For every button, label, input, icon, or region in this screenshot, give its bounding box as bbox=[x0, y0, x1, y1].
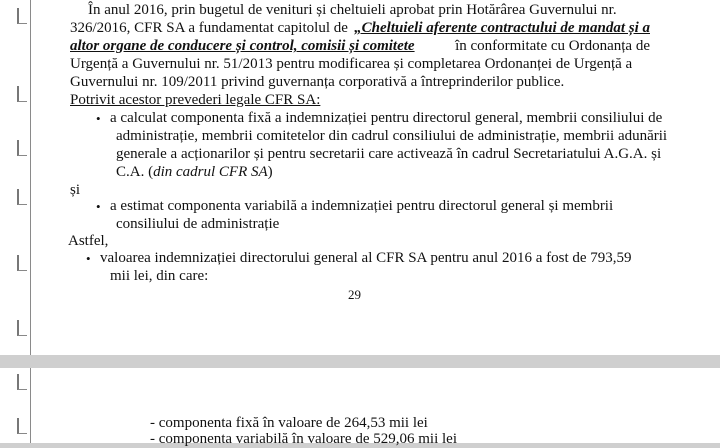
intro-line-2-text: 326/2016, CFR SA a fundamentat capitolul de bbox=[70, 20, 348, 36]
intro-line-5: Guvernului nr. 109/2011 privind guvernanța corporativă a întreprinderilor publice. bbox=[70, 74, 565, 90]
bullet-fixa-line-4-end: ) bbox=[267, 164, 273, 180]
bullet-fixa-line-4 bbox=[116, 164, 273, 181]
bullet-fixa-line-4-start: C.A. ( bbox=[116, 164, 154, 180]
intro-line-2 bbox=[70, 20, 650, 37]
binder-hole bbox=[17, 140, 27, 156]
bullet-variabila-line-2: consiliului de administrație bbox=[116, 216, 280, 232]
bullet-marker: • bbox=[86, 251, 91, 266]
section-heading: Potrivit acestor prevederi legale CFR SA: bbox=[70, 92, 321, 108]
binder-margin bbox=[0, 0, 31, 355]
intro-line-3 bbox=[70, 38, 650, 55]
binder-hole bbox=[17, 255, 27, 271]
bullet-marker: • bbox=[96, 111, 101, 126]
bullet-fixa-line-2: administrație, membrii comitetelor din cadrul consiliului de administrație, membrii adunării bbox=[116, 128, 668, 144]
bullet-fixa-line-4-italic: din cadrul CFR SA bbox=[153, 164, 268, 180]
bullet-fixa-line-3: generale a acționarilor și pentru secretarii care activează în cadrul Secretariatului A.G.A. și bbox=[116, 146, 662, 162]
bullet-fixa-line-1: a calculat componenta fixă a indemnizației pentru directorul general, membrii consiliului de bbox=[110, 110, 663, 126]
page-number: 29 bbox=[348, 287, 361, 302]
page-30 bbox=[0, 368, 720, 447]
binder-hole bbox=[17, 374, 27, 390]
binder-hole bbox=[17, 320, 27, 336]
binder-margin bbox=[0, 368, 31, 443]
intro-line-3-text: în conformitate cu Ordonanța de bbox=[455, 38, 650, 54]
bullet-variabila-line-1: a estimat componenta variabilă a indemnizației pentru directorul general și membrii bbox=[110, 198, 614, 214]
bullet-valoare-line-2: mii lei, din care: bbox=[110, 268, 209, 284]
component-fixa: - componenta fixă în valoare de 264,53 mii lei bbox=[150, 415, 428, 431]
bullet-valoare-line-1: valoarea indemnizației directorului general al CFR SA pentru anul 2016 a fost de 793,59 bbox=[100, 250, 632, 266]
component-variabila: - componenta variabilă în valoare de 529,06 mii lei bbox=[150, 431, 457, 447]
binder-hole bbox=[17, 86, 27, 102]
binder-hole bbox=[17, 8, 27, 24]
intro-line-1: În anul 2016, prin bugetul de venituri și cheltuieli aprobat prin Hotărârea Guvernului nr. bbox=[88, 2, 617, 18]
astfel-label: Astfel, bbox=[68, 233, 109, 249]
conjunction: și bbox=[70, 182, 81, 198]
bullet-marker: • bbox=[96, 199, 101, 214]
intro-line-4: Urgență a Guvernului nr. 51/2013 pentru modificarea și completarea Ordonanței de Urgență a bbox=[70, 56, 633, 72]
binder-hole bbox=[17, 189, 27, 205]
chapter-title: „Cheltuieli aferente contractului de mandat și a bbox=[354, 20, 650, 36]
chapter-title-cont: altor organe de conducere și control, comisii și comitete bbox=[70, 38, 415, 54]
binder-hole bbox=[17, 418, 27, 434]
